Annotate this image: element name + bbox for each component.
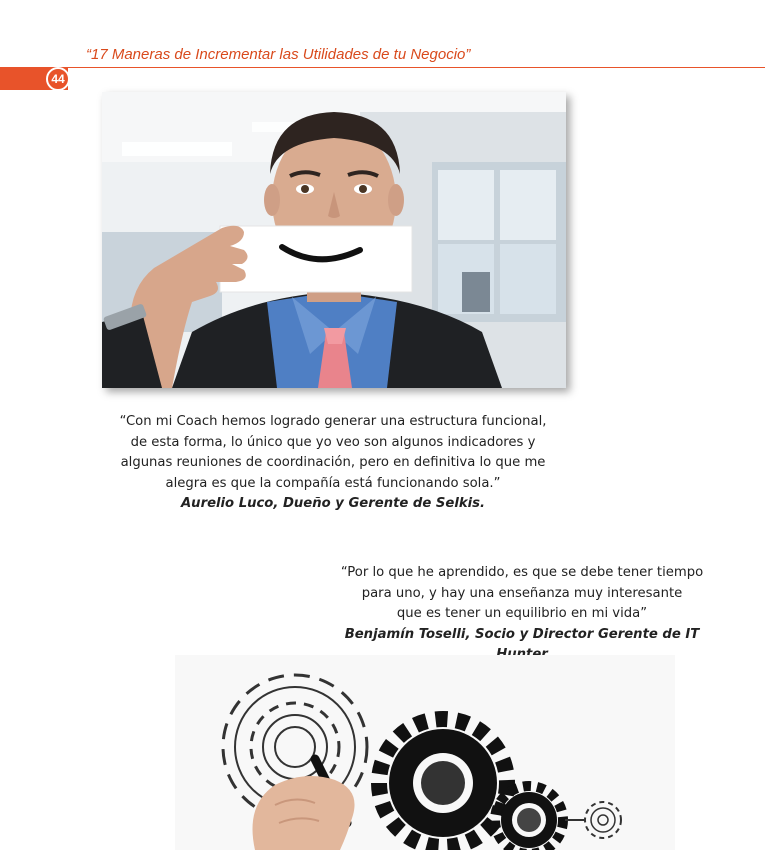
hand-with-marker-icon xyxy=(253,759,355,850)
testimonial-attribution: Benjamín Toselli, Socio y Director Gerente de IT xyxy=(344,626,700,642)
gears-illustration xyxy=(175,655,675,850)
testimonial-attribution: Aurelio Luco, Dueño y Gerente de Selkis. xyxy=(180,496,486,511)
tiny-gear-icon xyxy=(585,802,621,838)
testimonial-line: de esta forma, lo único que yo veo son algunos indicadores y xyxy=(130,434,536,450)
testimonial-line: “Por lo que he aprendido, es que se debe tener tiempo xyxy=(340,565,704,580)
testimonial-line: alegra es que la compañía está funcionando sola.” xyxy=(165,475,501,491)
testimonial-1 xyxy=(105,412,561,515)
smiling-man-photo xyxy=(102,92,566,388)
header-rule xyxy=(0,67,765,68)
testimonial-line: “Con mi Coach hemos logrado generar una estructura funcional, xyxy=(119,414,547,429)
testimonial-line: que es tener un equilibrio en mi vida” xyxy=(396,606,648,621)
testimonial-line: para uno, y hay una enseñanza muy interesante xyxy=(361,585,683,601)
page-number-badge: 44 xyxy=(46,67,70,91)
testimonial-line: algunas reuniones de coordinación, pero en definitiva lo que me xyxy=(120,455,546,470)
black-gear-icon xyxy=(379,719,507,847)
testimonial-2 xyxy=(330,563,714,666)
running-title: “17 Maneras de Incrementar las Utilidades de tu Negocio” xyxy=(86,46,471,63)
small-black-gear-icon xyxy=(495,786,563,850)
